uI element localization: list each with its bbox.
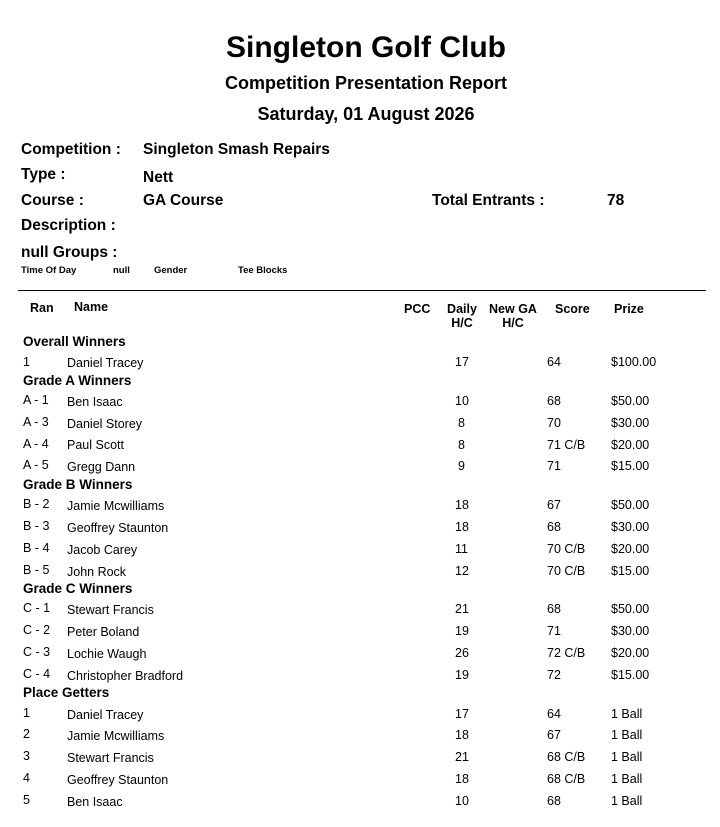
daily-hc-cell: 18 [455,498,469,512]
player-name-cell: John Rock [67,565,127,579]
score-cell: 67 [547,728,561,742]
header-divider [18,290,706,291]
score-cell: 71 [547,459,561,473]
score-cell: 67 [547,498,561,512]
competition-label: Competition : [21,141,121,158]
score-cell: 72 [547,668,561,682]
type-label: Type : [21,166,66,183]
rank-cell: A - 1 [23,393,49,407]
prize-cell: $15.00 [611,668,650,682]
score-cell: 71 C/B [547,438,586,452]
daily-hc-cell: 19 [455,624,469,638]
group-field-tee-blocks: Tee Blocks [238,265,288,276]
rank-cell: B - 5 [23,563,50,577]
prize-cell: $15.00 [611,459,650,473]
column-header-pcc: PCC [404,302,431,316]
player-name-cell: Geoffrey Staunton [67,521,169,535]
daily-hc-cell: 9 [458,459,465,473]
report-title: Competition Presentation Report [224,73,507,93]
column-header-ran: Ran [30,301,54,315]
player-name-cell: Jamie Mcwilliams [67,499,165,513]
daily-hc-cell: 10 [455,794,469,808]
section-title-grade-c-winners: Grade C Winners [23,581,133,596]
rank-cell: 3 [23,749,30,763]
column-header-prize: Prize [614,302,644,316]
daily-hc-cell: 19 [455,668,469,682]
player-name-cell: Stewart Francis [67,751,154,765]
column-header-new-ga-hc-line1: New GA [489,302,537,316]
groups-label: null Groups : [21,244,118,261]
player-name-cell: Gregg Dann [67,460,136,474]
daily-hc-cell: 26 [455,646,469,660]
rank-cell: 2 [23,727,30,741]
group-field-gender: Gender [154,265,188,276]
player-name-cell: Daniel Tracey [67,708,144,722]
score-cell: 64 [547,707,561,721]
prize-cell: $30.00 [611,624,650,638]
column-header-name: Name [74,300,109,314]
player-name-cell: Daniel Tracey [67,356,144,370]
rank-cell: B - 3 [23,519,50,533]
daily-hc-cell: 8 [458,438,465,452]
section-title-place-getters: Place Getters [23,685,110,700]
rank-cell: B - 4 [23,541,50,555]
column-header-daily-hc [440,302,484,330]
prize-cell: $20.00 [611,646,650,660]
player-name-cell: Daniel Storey [67,417,143,431]
column-header-daily-hc-line1: Daily [447,302,477,316]
prize-cell: $50.00 [611,394,650,408]
column-header-new-ga-hc-line2: H/C [502,316,524,330]
description-label: Description : [21,217,116,234]
rank-cell: 5 [23,793,30,807]
total-entrants-value: 78 [607,192,625,209]
rank-cell: B - 2 [23,497,50,511]
prize-cell: 1 Ball [611,728,643,742]
daily-hc-cell: 12 [455,564,469,578]
score-cell: 70 C/B [547,542,586,556]
player-name-cell: Geoffrey Staunton [67,773,169,787]
prize-cell: $30.00 [611,520,650,534]
daily-hc-cell: 21 [455,602,469,616]
rank-cell: C - 3 [23,645,51,659]
player-name-cell: Peter Boland [67,625,140,639]
player-name-cell: Lochie Waugh [67,647,147,661]
prize-cell: 1 Ball [611,794,643,808]
player-name-cell: Jacob Carey [67,543,138,557]
score-cell: 64 [547,355,561,369]
player-name-cell: Ben Isaac [67,795,123,809]
prize-cell: $50.00 [611,498,650,512]
course-value: GA Course [143,192,224,209]
player-name-cell: Ben Isaac [67,395,123,409]
group-field-time-of-day: Time Of Day [21,265,77,276]
section-title-overall-winners: Overall Winners [23,334,126,349]
column-header-new-ga-hc [486,302,540,330]
score-cell: 68 C/B [547,772,586,786]
prize-cell: $100.00 [611,355,657,369]
club-name: Singleton Golf Club [226,31,506,64]
daily-hc-cell: 21 [455,750,469,764]
rank-cell: C - 2 [23,623,51,637]
score-cell: 72 C/B [547,646,586,660]
score-cell: 68 [547,794,561,808]
section-title-grade-a-winners: Grade A Winners [23,373,132,388]
column-header-daily-hc-line2: H/C [451,316,473,330]
rank-cell: 1 [23,355,30,369]
daily-hc-cell: 11 [455,542,468,556]
type-value: Nett [143,169,174,186]
player-name-cell: Paul Scott [67,438,124,452]
prize-cell: $30.00 [611,416,650,430]
course-label: Course : [21,192,84,209]
prize-cell: 1 Ball [611,750,643,764]
rank-cell: 4 [23,771,30,785]
group-field-null: null [113,265,130,276]
score-cell: 71 [547,624,561,638]
prize-cell: $50.00 [611,602,650,616]
section-title-grade-b-winners: Grade B Winners [23,477,133,492]
player-name-cell: Christopher Bradford [67,669,184,683]
score-cell: 68 [547,602,561,616]
player-name-cell: Jamie Mcwilliams [67,729,165,743]
competition-value: Singleton Smash Repairs [143,141,330,158]
prize-cell: 1 Ball [611,707,643,721]
player-name-cell: Stewart Francis [67,603,154,617]
rank-cell: C - 4 [23,667,51,681]
score-cell: 68 C/B [547,750,586,764]
rank-cell: A - 3 [23,415,49,429]
daily-hc-cell: 18 [455,520,469,534]
daily-hc-cell: 18 [455,772,469,786]
prize-cell: 1 Ball [611,772,643,786]
total-entrants-label: Total Entrants : [432,192,545,209]
daily-hc-cell: 18 [455,728,469,742]
daily-hc-cell: 8 [458,416,465,430]
report-date: Saturday, 01 August 2026 [257,104,475,124]
daily-hc-cell: 17 [455,707,469,721]
rank-cell: C - 1 [23,601,51,615]
daily-hc-cell: 17 [455,355,469,369]
rank-cell: A - 5 [23,458,49,472]
score-cell: 70 C/B [547,564,586,578]
score-cell: 70 [547,416,561,430]
score-cell: 68 [547,520,561,534]
column-header-score: Score [555,302,590,316]
prize-cell: $20.00 [611,542,650,556]
prize-cell: $15.00 [611,564,650,578]
rank-cell: 1 [23,706,30,720]
daily-hc-cell: 10 [455,394,469,408]
prize-cell: $20.00 [611,438,650,452]
rank-cell: A - 4 [23,437,49,451]
score-cell: 68 [547,394,561,408]
